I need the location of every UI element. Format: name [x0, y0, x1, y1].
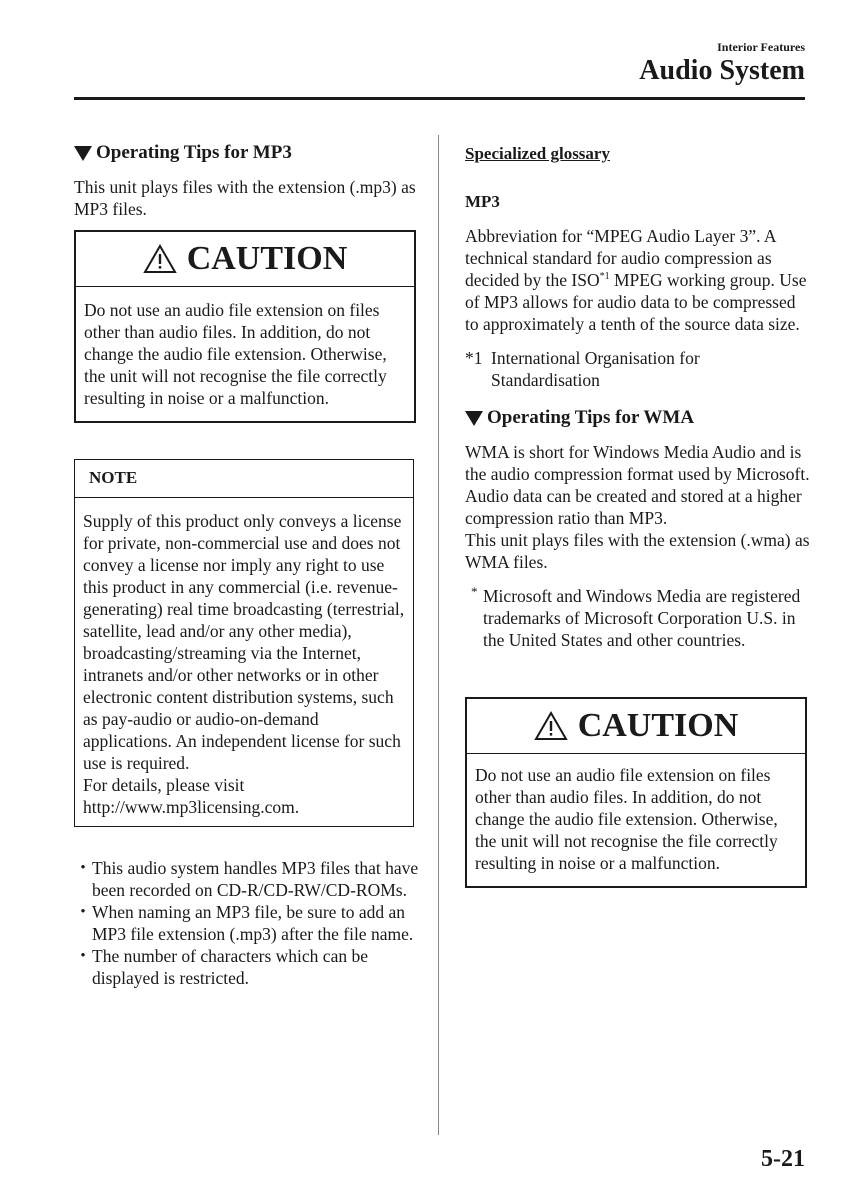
note-text: Supply of this product only conveys a license for private, non-commercial use and does not convey a license nor imply any right to use this product in any commercial (i.e. revenue-generating) real time broadcasting (terrestrial, satellite, lead and/or any other media), broadcasting/streaming via the Internet, intranets and/or other networks or in other electronic content distribution systems, such as pay-audio or audio-on-demand applications. An independent license for such use is required.	[83, 511, 405, 773]
warning-icon	[534, 711, 568, 741]
trademark-mark: *	[471, 584, 478, 599]
page-number: 5-21	[761, 1146, 805, 1172]
trademark-note	[465, 585, 810, 651]
note-box	[74, 459, 414, 827]
note-title: NOTE	[75, 460, 413, 498]
wma-tips-heading-text: Operating Tips for WMA	[487, 407, 695, 428]
bullet-list	[74, 857, 419, 989]
list-item: • The number of characters which can be displayed is restricted.	[80, 946, 368, 988]
caution-text: Do not use an audio file extension on files other than audio files. In addition, do not change the audio file extension. Otherwise, the unit will not recognise the file correctly resulting in noise or a malfunction.	[84, 300, 387, 408]
mp3-term: MP3	[465, 192, 500, 211]
triangle-down-icon	[465, 411, 483, 426]
header-rule	[74, 97, 805, 100]
page-title: Audio System	[639, 55, 805, 86]
column-divider	[438, 135, 439, 1135]
mp3-tips-heading	[74, 142, 419, 164]
caution-box	[74, 230, 416, 423]
list-item: • This audio system handles MP3 files that have been recorded on CD-R/CD-RW/CD-ROMs.	[80, 858, 419, 900]
triangle-down-icon	[74, 146, 92, 161]
caution-box	[465, 697, 807, 888]
right-column	[465, 143, 810, 888]
glossary-title: Specialized glossary	[465, 144, 610, 163]
caution-text: Do not use an audio file extension on files other than audio files. In addition, do not change the audio file extension. Otherwise, the unit will not recognise the file correctly resulting in noise or a malfunction.	[475, 765, 778, 873]
wma-paragraph: This unit plays files with the extension (.wma) as WMA files.	[465, 530, 810, 572]
footnote	[465, 347, 810, 391]
section-label: Interior Features	[717, 40, 805, 54]
left-column	[74, 142, 419, 989]
list-item: • When naming an MP3 file, be sure to add an MP3 file extension (.mp3) after the file name.	[80, 902, 414, 944]
caution-title: CAUTION	[577, 707, 739, 744]
wma-paragraph: WMA is short for Windows Media Audio and is the audio compression format used by Microsoft.	[465, 442, 810, 484]
warning-icon	[143, 244, 177, 274]
note-details: For details, please visit http://www.mp3licensing.com.	[83, 775, 300, 817]
caution-header	[467, 699, 805, 754]
wma-tips-heading	[465, 407, 810, 429]
mp3-tips-heading-text: Operating Tips for MP3	[96, 142, 292, 163]
wma-paragraph: Audio data can be created and stored at a higher compression ratio than MP3.	[465, 486, 802, 528]
trademark-text: Microsoft and Windows Media are registered trademarks of Microsoft Corporation U.S. in the United States and other countries.	[483, 586, 801, 650]
mp3-intro: This unit plays files with the extension (.mp3) as MP3 files.	[74, 177, 416, 219]
footnote-ref: *1	[599, 271, 610, 283]
caution-title: CAUTION	[186, 240, 348, 277]
footnote-text: International Organisation for Standardisation	[491, 348, 700, 390]
mp3-definition: Abbreviation for “MPEG Audio Layer 3”. A technical standard for audio compression as decided by the ISO$^{*1}$ MPEG working group. Use of MP3 allows for audio data to be compressed to approximately a tenth of the source data size.	[465, 226, 807, 334]
footnote-mark: *1	[465, 348, 483, 368]
caution-header	[76, 232, 414, 287]
